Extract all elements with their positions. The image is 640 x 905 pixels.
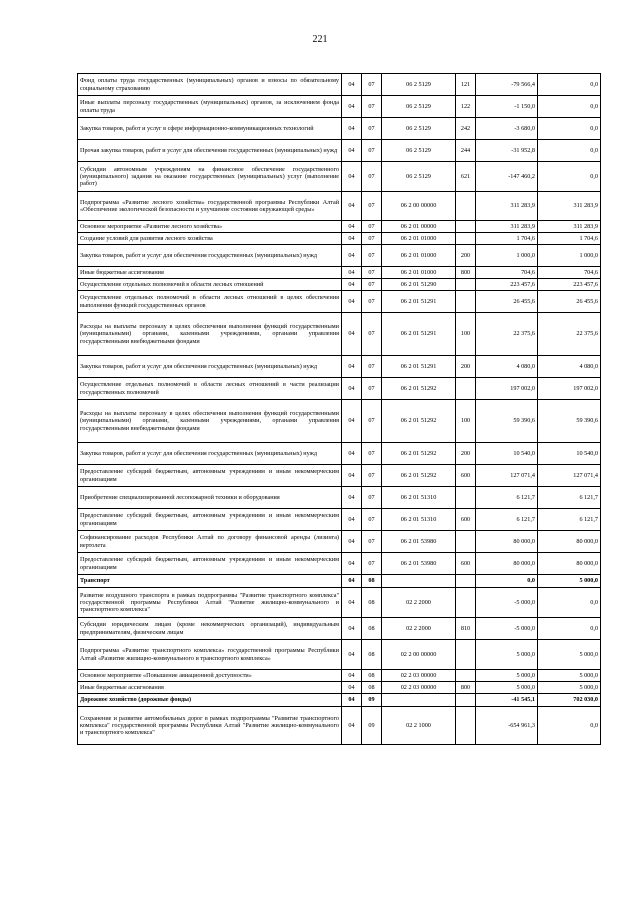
section-code: 04	[342, 221, 362, 233]
target-article-code: 06 2 01 51292	[382, 400, 456, 443]
table-row	[78, 531, 601, 553]
amount-total: 0,0	[538, 118, 601, 140]
row-name: Иные бюджетные ассигнования	[78, 682, 342, 694]
amount-total: 0,0	[538, 96, 601, 118]
amount-total: 704,6	[538, 267, 601, 279]
expense-type-code	[456, 291, 476, 313]
expense-type-code	[456, 707, 476, 745]
amount-total: 80 000,0	[538, 531, 601, 553]
amount-total: 0,0	[538, 588, 601, 618]
subsection-code: 08	[362, 670, 382, 682]
table-row	[78, 465, 601, 487]
expense-type-code	[456, 221, 476, 233]
section-code: 04	[342, 509, 362, 531]
amount-change: -5 000,0	[476, 588, 538, 618]
target-article-code: 06 2 5129	[382, 96, 456, 118]
amount-change: 6 121,7	[476, 509, 538, 531]
row-name: Подпрограмма «Развитие транспортного комплекса» государственной программы Республики Алтай «Развитие жилищно-коммунального и транспортного комплекса»	[78, 640, 342, 670]
amount-change: 10 540,0	[476, 443, 538, 465]
amount-change: 59 390,6	[476, 400, 538, 443]
subsection-code: 07	[362, 313, 382, 356]
row-name: Предоставление субсидий бюджетным, автономным учреждениям и иным некоммерческим организациям	[78, 553, 342, 575]
section-code: 04	[342, 313, 362, 356]
target-article-code: 06 2 01 51291	[382, 356, 456, 378]
target-article-code: 02 2 00 00000	[382, 640, 456, 670]
amount-total: 26 455,6	[538, 291, 601, 313]
section-code: 04	[342, 553, 362, 575]
subsection-code: 07	[362, 192, 382, 221]
row-name: Предоставление субсидий бюджетным, автономным учреждениям и иным некоммерческим организациям	[78, 465, 342, 487]
subsection-code: 07	[362, 74, 382, 96]
table-row	[78, 192, 601, 221]
amount-total: 127 071,4	[538, 465, 601, 487]
amount-change: 4 080,0	[476, 356, 538, 378]
expense-type-code: 122	[456, 96, 476, 118]
subsection-code: 07	[362, 509, 382, 531]
target-article-code: 06 2 00 00000	[382, 192, 456, 221]
table-row	[78, 279, 601, 291]
row-name: Иные выплаты персоналу государственных (муниципальных) органов, за исключением фонда оплаты труда	[78, 96, 342, 118]
table-row	[78, 221, 601, 233]
expense-type-code: 200	[456, 443, 476, 465]
amount-change: -654 961,3	[476, 707, 538, 745]
amount-total: 1 000,0	[538, 245, 601, 267]
amount-total: 0,0	[538, 162, 601, 192]
amount-total: 702 030,0	[538, 694, 601, 707]
expense-type-code: 121	[456, 74, 476, 96]
table-row	[78, 313, 601, 356]
target-article-code: 06 2 01 51291	[382, 313, 456, 356]
target-article-code: 02 2 03 00000	[382, 682, 456, 694]
section-code: 04	[342, 640, 362, 670]
expense-type-code	[456, 279, 476, 291]
amount-total: 6 121,7	[538, 509, 601, 531]
section-code: 04	[342, 682, 362, 694]
amount-change: 22 375,6	[476, 313, 538, 356]
subsection-code: 09	[362, 694, 382, 707]
section-code: 04	[342, 694, 362, 707]
row-name: Сохранение и развитие автомобильных дорог в рамках подпрограммы "Развитие транспортного комплекса" государственной программы Республики Алтай "Развитие жилищно-коммунального и транспортного комплекса"	[78, 707, 342, 745]
subsection-code: 07	[362, 465, 382, 487]
section-code: 04	[342, 356, 362, 378]
section-code: 04	[342, 162, 362, 192]
row-name: Расходы на выплаты персоналу в целях обеспечения выполнения функций государственными (муниципальными) органами, казенными учреждениями, органами управления государственными внебюджетными фондами	[78, 313, 342, 356]
table-row	[78, 245, 601, 267]
subsection-code: 07	[362, 279, 382, 291]
subsection-code: 07	[362, 245, 382, 267]
table-row	[78, 670, 601, 682]
target-article-code: 06 2 01 51292	[382, 443, 456, 465]
table-row	[78, 74, 601, 96]
expense-type-code	[456, 588, 476, 618]
table-row	[78, 618, 601, 640]
expense-type-code: 244	[456, 140, 476, 162]
target-article-code: 06 2 01 51290	[382, 279, 456, 291]
amount-change: -79 566,4	[476, 74, 538, 96]
target-article-code: 06 2 01 51310	[382, 509, 456, 531]
table-row	[78, 291, 601, 313]
row-name: Прочая закупка товаров, работ и услуг для обеспечения государственных (муниципальных) нужд	[78, 140, 342, 162]
table-row	[78, 640, 601, 670]
section-code: 04	[342, 487, 362, 509]
target-article-code: 06 2 01 51291	[382, 291, 456, 313]
table-row	[78, 267, 601, 279]
row-name: Закупка товаров, работ и услуг для обеспечения государственных (муниципальных) нужд	[78, 443, 342, 465]
target-article-code: 06 2 01 00000	[382, 221, 456, 233]
section-code: 04	[342, 96, 362, 118]
row-name: Субсидии юридическим лицам (кроме некоммерческих организаций), индивидуальным предпринимателям, физическим лицам	[78, 618, 342, 640]
row-name: Осуществление отдельных полномочий в области лесных отношений	[78, 279, 342, 291]
row-name: Предоставление субсидий бюджетным, автономным учреждениям и иным некоммерческим организациям	[78, 509, 342, 531]
table-row	[78, 140, 601, 162]
target-article-code: 06 2 01 01000	[382, 267, 456, 279]
subsection-code: 07	[362, 291, 382, 313]
amount-total: 0,0	[538, 74, 601, 96]
expense-type-code: 810	[456, 618, 476, 640]
amount-change: 1 704,6	[476, 233, 538, 245]
expense-type-code: 100	[456, 313, 476, 356]
row-name: Закупка товаров, работ и услуг для обеспечения государственных (муниципальных) нужд	[78, 245, 342, 267]
table-row	[78, 118, 601, 140]
amount-change: 5 000,0	[476, 640, 538, 670]
amount-total: 0,0	[538, 140, 601, 162]
subsection-code: 09	[362, 707, 382, 745]
row-name: Создание условий для развития лесного хозяйства	[78, 233, 342, 245]
expense-type-code	[456, 378, 476, 400]
table-row	[78, 487, 601, 509]
expense-type-code	[456, 640, 476, 670]
amount-change: -3 680,0	[476, 118, 538, 140]
subsection-code: 08	[362, 618, 382, 640]
expense-type-code: 600	[456, 553, 476, 575]
row-name: Транспорт	[78, 575, 342, 588]
row-name: Софинансирование расходов Республики Алтай по договору финансовой аренды (лизинга) вертолета	[78, 531, 342, 553]
amount-total: 311 283,9	[538, 192, 601, 221]
table-row	[78, 233, 601, 245]
target-article-code: 06 2 5129	[382, 74, 456, 96]
expense-type-code: 621	[456, 162, 476, 192]
expense-type-code	[456, 233, 476, 245]
amount-total: 6 121,7	[538, 487, 601, 509]
section-code: 04	[342, 443, 362, 465]
expense-type-code: 100	[456, 400, 476, 443]
subsection-code: 08	[362, 682, 382, 694]
row-name: Подпрограмма «Развитие лесного хозяйства» государственной программы Республики Алтай «Обеспечение экологической безопасности и улучшение состояния окружающей среды»	[78, 192, 342, 221]
amount-change: 6 121,7	[476, 487, 538, 509]
section-code: 04	[342, 267, 362, 279]
row-name: Осуществление отдельных полномочий в области лесных отношений в целях обеспечения выполнения функций государственных органов	[78, 291, 342, 313]
target-article-code: 06 2 01 51310	[382, 487, 456, 509]
row-name: Закупка товаров, работ и услуг для обеспечения государственных (муниципальных) нужд	[78, 356, 342, 378]
amount-change: 26 455,6	[476, 291, 538, 313]
target-article-code: 06 2 5129	[382, 118, 456, 140]
table-row	[78, 356, 601, 378]
expense-type-code: 800	[456, 267, 476, 279]
table-row	[78, 588, 601, 618]
table-row	[78, 162, 601, 192]
table-row	[78, 378, 601, 400]
subsection-code: 07	[362, 531, 382, 553]
subsection-code: 07	[362, 96, 382, 118]
amount-total: 4 080,0	[538, 356, 601, 378]
target-article-code	[382, 575, 456, 588]
table-row	[78, 682, 601, 694]
row-name: Дорожное хозяйство (дорожные фонды)	[78, 694, 342, 707]
row-name: Закупка товаров, работ и услуг в сфере информационно-коммуникационных технологий	[78, 118, 342, 140]
amount-change: 80 000,0	[476, 553, 538, 575]
table-row	[78, 400, 601, 443]
section-code: 04	[342, 670, 362, 682]
amount-change: -31 952,8	[476, 140, 538, 162]
target-article-code: 06 2 01 53980	[382, 531, 456, 553]
target-article-code: 06 2 01 51292	[382, 378, 456, 400]
target-article-code: 06 2 01 51292	[382, 465, 456, 487]
amount-change: -5 000,0	[476, 618, 538, 640]
amount-change: 197 002,0	[476, 378, 538, 400]
amount-total: 1 704,6	[538, 233, 601, 245]
row-name: Фонд оплаты труда государственных (муниципальных) органов и взносы по обязательному социальному страхованию	[78, 74, 342, 96]
amount-total: 80 000,0	[538, 553, 601, 575]
amount-total: 5 000,0	[538, 640, 601, 670]
expense-type-code: 242	[456, 118, 476, 140]
table-row	[78, 707, 601, 745]
page-number: 221	[312, 34, 328, 45]
amount-total: 22 375,6	[538, 313, 601, 356]
subsection-code: 07	[362, 221, 382, 233]
row-name: Субсидии автономным учреждениям на финансовое обеспечение государственного (муниципального) задания на оказание государственных (муниципальных) услуг (выполнение работ)	[78, 162, 342, 192]
subsection-code: 07	[362, 378, 382, 400]
row-name: Развитие воздушного транспорта в рамках подпрограммы "Развитие транспортного комплекса" государственной программы Республики Алтай "Развитие жилищно-коммунального и транспортного комплекса"	[78, 588, 342, 618]
section-code: 04	[342, 531, 362, 553]
subsection-code: 08	[362, 588, 382, 618]
target-article-code: 06 2 01 01000	[382, 233, 456, 245]
subsection-code: 07	[362, 267, 382, 279]
amount-change: -41 545,1	[476, 694, 538, 707]
subsection-code: 07	[362, 140, 382, 162]
amount-total: 5 000,0	[538, 670, 601, 682]
target-article-code: 02 2 03 00000	[382, 670, 456, 682]
row-name: Основное мероприятие «Развитие лесного хозяйства»	[78, 221, 342, 233]
expense-type-code	[456, 192, 476, 221]
section-code: 04	[342, 291, 362, 313]
subsection-code: 07	[362, 553, 382, 575]
target-article-code	[382, 694, 456, 707]
subsection-code: 08	[362, 640, 382, 670]
amount-total: 197 002,0	[538, 378, 601, 400]
section-code: 04	[342, 233, 362, 245]
section-code: 04	[342, 465, 362, 487]
amount-total: 223 457,6	[538, 279, 601, 291]
row-name: Осуществление отдельных полномочий в области лесных отношений в части реализации государственных полномочий	[78, 378, 342, 400]
subsection-code: 07	[362, 233, 382, 245]
row-name: Приобретение специализированной лесопожарной техники и оборудования	[78, 487, 342, 509]
amount-change: 5 000,0	[476, 670, 538, 682]
expense-type-code: 200	[456, 356, 476, 378]
expense-type-code	[456, 531, 476, 553]
row-name: Иные бюджетные ассигнования	[78, 267, 342, 279]
amount-total: 5 000,0	[538, 682, 601, 694]
table-row	[78, 96, 601, 118]
row-name: Основное мероприятие «Повышение авиационной доступности»	[78, 670, 342, 682]
section-code: 04	[342, 588, 362, 618]
section-code: 04	[342, 279, 362, 291]
section-code: 04	[342, 118, 362, 140]
table-row	[78, 443, 601, 465]
amount-change: 5 000,0	[476, 682, 538, 694]
amount-total: 59 390,6	[538, 400, 601, 443]
section-code: 04	[342, 378, 362, 400]
table-row	[78, 694, 601, 707]
subsection-code: 07	[362, 487, 382, 509]
amount-total: 0,0	[538, 618, 601, 640]
section-code: 04	[342, 245, 362, 267]
amount-change: 704,6	[476, 267, 538, 279]
target-article-code: 06 2 01 53980	[382, 553, 456, 575]
subsection-code: 07	[362, 400, 382, 443]
amount-change: -1 150,0	[476, 96, 538, 118]
subsection-code: 07	[362, 162, 382, 192]
amount-total: 10 540,0	[538, 443, 601, 465]
expense-type-code	[456, 487, 476, 509]
section-code: 04	[342, 707, 362, 745]
amount-change: 1 000,0	[476, 245, 538, 267]
expense-type-code: 800	[456, 682, 476, 694]
target-article-code: 06 2 5129	[382, 162, 456, 192]
subsection-code: 07	[362, 356, 382, 378]
expense-type-code: 600	[456, 509, 476, 531]
section-code: 04	[342, 400, 362, 443]
amount-change: 311 283,9	[476, 221, 538, 233]
expense-type-code: 600	[456, 465, 476, 487]
expense-type-code: 200	[456, 245, 476, 267]
expense-type-code	[456, 694, 476, 707]
target-article-code: 02 2 2000	[382, 618, 456, 640]
target-article-code: 06 2 01 01000	[382, 245, 456, 267]
table-row	[78, 575, 601, 588]
amount-change: -147 460,2	[476, 162, 538, 192]
amount-change: 127 071,4	[476, 465, 538, 487]
subsection-code: 07	[362, 118, 382, 140]
amount-change: 80 000,0	[476, 531, 538, 553]
section-code: 04	[342, 575, 362, 588]
amount-change: 0,0	[476, 575, 538, 588]
amount-total: 5 000,0	[538, 575, 601, 588]
expense-type-code	[456, 670, 476, 682]
budget-table	[77, 73, 601, 745]
subsection-code: 08	[362, 575, 382, 588]
section-code: 04	[342, 618, 362, 640]
subsection-code: 07	[362, 443, 382, 465]
target-article-code: 02 2 1000	[382, 707, 456, 745]
amount-change: 223 457,6	[476, 279, 538, 291]
table-row	[78, 553, 601, 575]
amount-change: 311 283,9	[476, 192, 538, 221]
section-code: 04	[342, 140, 362, 162]
target-article-code: 06 2 5129	[382, 140, 456, 162]
row-name: Расходы на выплаты персоналу в целях обеспечения выполнения функций государственными (муниципальными) органами, казенными учреждениями, органами управления государственными внебюджетными фондами	[78, 400, 342, 443]
amount-total: 311 283,9	[538, 221, 601, 233]
expense-type-code	[456, 575, 476, 588]
amount-total: 0,0	[538, 707, 601, 745]
section-code: 04	[342, 74, 362, 96]
section-code: 04	[342, 192, 362, 221]
table-row	[78, 509, 601, 531]
target-article-code: 02 2 2000	[382, 588, 456, 618]
